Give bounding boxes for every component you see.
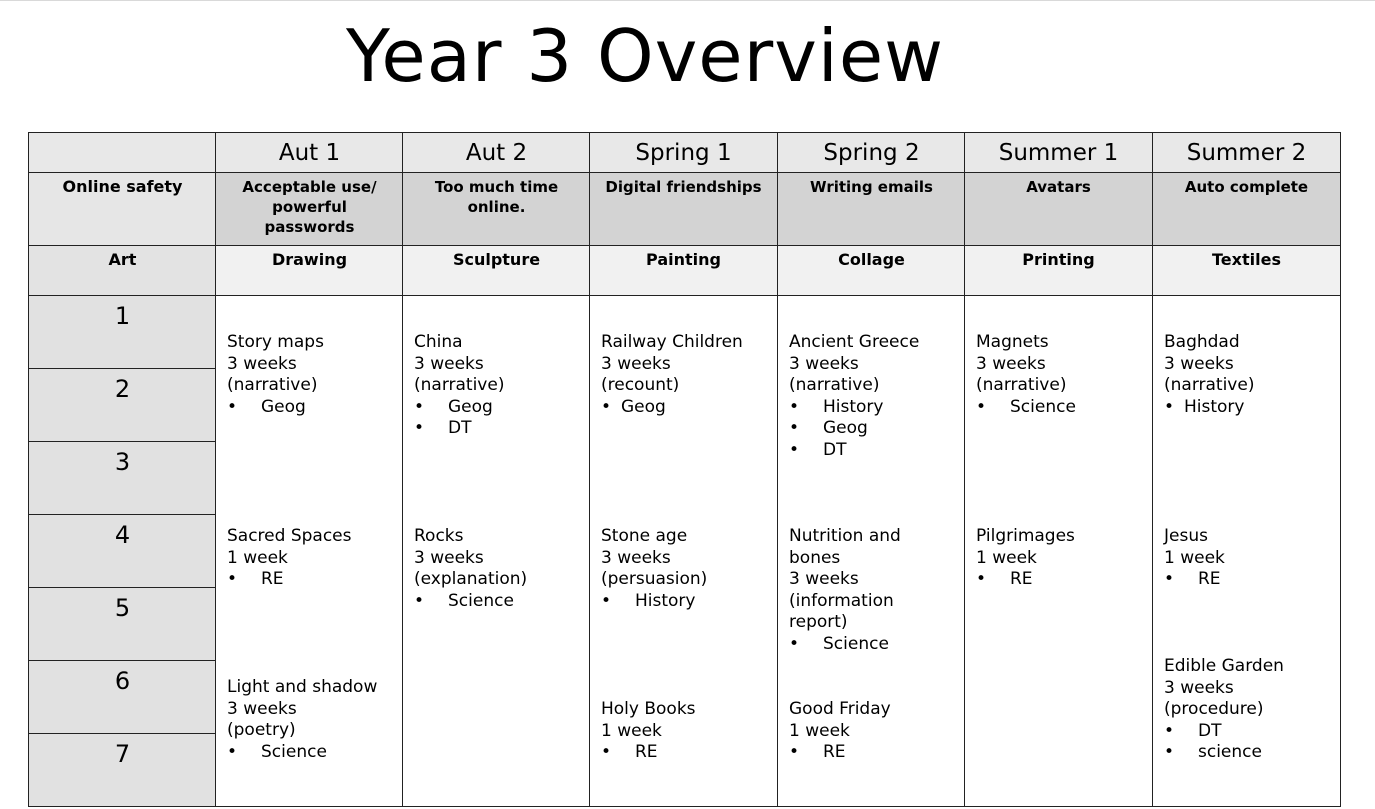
unit-detail: 3 weeks (976, 353, 1046, 374)
unit-title: Light and shadow (227, 677, 378, 697)
online-safety-topic: Too much time online. (402, 172, 591, 246)
term-column (402, 295, 591, 807)
unit-title: Sacred Spaces (227, 526, 352, 546)
subject-bullet: • Geog (789, 418, 959, 440)
unit-detail: 3 weeks (414, 353, 484, 374)
top-border (0, 0, 1375, 1)
unit-detail: bones (789, 547, 841, 568)
unit-detail: 1 week (227, 547, 288, 568)
unit-detail: 3 weeks (227, 698, 297, 719)
unit-detail: (poetry) (227, 720, 296, 740)
unit-block (976, 332, 1146, 418)
unit-block (601, 699, 771, 764)
unit-block (414, 332, 584, 440)
unit-block (227, 526, 397, 591)
unit-title: Pilgrimages (976, 526, 1075, 546)
corner-cell (28, 132, 217, 173)
row-label-art: Art (28, 245, 217, 296)
week-number: 6 (28, 660, 217, 734)
unit-block (601, 332, 771, 418)
subject-bullet: • Geog (601, 397, 771, 419)
subject-bullet: • RE (1164, 569, 1334, 591)
unit-title: Nutrition and (789, 526, 901, 546)
week-number: 4 (28, 514, 217, 588)
unit-block (601, 526, 771, 612)
row-label-online-safety: Online safety (28, 172, 217, 246)
unit-detail: (information (789, 590, 894, 611)
unit-detail: 1 week (789, 720, 850, 741)
unit-title: Railway Children (601, 332, 743, 352)
subject-bullet: • Science (789, 634, 959, 656)
art-topic: Printing (964, 245, 1153, 296)
unit-detail: 3 weeks (601, 353, 671, 374)
unit-detail: 3 weeks (1164, 353, 1234, 374)
unit-block (1164, 332, 1334, 418)
term-column (215, 295, 404, 807)
subject-bullet: • RE (601, 742, 771, 764)
unit-block (789, 332, 959, 461)
unit-detail: 3 weeks (227, 353, 297, 374)
subject-bullet: • science (1164, 742, 1334, 764)
art-topic: Collage (777, 245, 966, 296)
subject-bullet: • Science (227, 742, 397, 764)
subject-bullet: • RE (227, 569, 397, 591)
term-column (589, 295, 778, 807)
unit-title: Edible Garden (1164, 656, 1284, 676)
unit-detail: (persuasion) (601, 569, 708, 589)
week-number: 1 (28, 295, 217, 369)
unit-detail: (narrative) (976, 375, 1067, 395)
online-safety-topic: Writing emails (777, 172, 966, 246)
art-topic: Sculpture (402, 245, 591, 296)
subject-bullet: • DT (1164, 721, 1334, 743)
subject-bullet: • RE (976, 569, 1146, 591)
unit-title: Magnets (976, 332, 1049, 352)
unit-detail: 3 weeks (601, 547, 671, 568)
term-header: Aut 1 (215, 132, 404, 173)
week-number: 2 (28, 368, 217, 442)
subject-bullet: • History (789, 397, 959, 419)
unit-block (227, 332, 397, 418)
unit-detail: 3 weeks (414, 547, 484, 568)
unit-detail: 1 week (1164, 547, 1225, 568)
subject-bullet: • DT (414, 418, 584, 440)
unit-title: Rocks (414, 526, 464, 546)
term-header: Aut 2 (402, 132, 591, 173)
unit-title: China (414, 332, 463, 352)
unit-title: Jesus (1164, 526, 1208, 546)
unit-detail: (explanation) (414, 569, 528, 589)
unit-detail: (narrative) (789, 375, 880, 395)
term-column (777, 295, 966, 807)
unit-title: Stone age (601, 526, 688, 546)
subject-bullet: • DT (789, 440, 959, 462)
term-header: Spring 1 (589, 132, 778, 173)
subject-bullet: • Geog (227, 397, 397, 419)
unit-block (1164, 526, 1334, 591)
unit-title: Baghdad (1164, 332, 1240, 352)
subject-bullet: • Science (414, 591, 584, 613)
unit-detail: (narrative) (227, 375, 318, 395)
page-title: Year 3 Overview (346, 14, 944, 98)
online-safety-topic: Acceptable use/ powerful passwords (215, 172, 404, 246)
unit-detail: (procedure) (1164, 699, 1264, 719)
online-safety-topic: Digital friendships (589, 172, 778, 246)
term-header: Summer 2 (1152, 132, 1341, 173)
unit-detail: 3 weeks (789, 353, 859, 374)
term-header: Summer 1 (964, 132, 1153, 173)
art-topic: Drawing (215, 245, 404, 296)
art-topic: Painting (589, 245, 778, 296)
unit-block (789, 526, 959, 655)
unit-title: Story maps (227, 332, 324, 352)
unit-block (789, 699, 959, 764)
week-number: 7 (28, 733, 217, 807)
term-column (964, 295, 1153, 807)
subject-bullet: • History (1164, 397, 1334, 419)
unit-block (976, 526, 1146, 591)
unit-detail: 3 weeks (1164, 677, 1234, 698)
term-header: Spring 2 (777, 132, 966, 173)
unit-block (1164, 656, 1334, 764)
subject-bullet: • History (601, 591, 771, 613)
unit-title: Ancient Greece (789, 332, 920, 352)
unit-detail: 3 weeks (789, 569, 859, 589)
unit-detail: (recount) (601, 375, 680, 395)
subject-bullet: • RE (789, 742, 959, 764)
week-number: 3 (28, 441, 217, 515)
term-column (1152, 295, 1341, 807)
unit-detail: 1 week (601, 720, 662, 741)
unit-detail: (narrative) (414, 375, 505, 395)
art-topic: Textiles (1152, 245, 1341, 296)
unit-block (227, 677, 397, 763)
online-safety-topic: Avatars (964, 172, 1153, 246)
online-safety-topic: Auto complete (1152, 172, 1341, 246)
unit-block (414, 526, 584, 612)
subject-bullet: • Geog (414, 397, 584, 419)
unit-title: Holy Books (601, 699, 696, 719)
unit-detail: (narrative) (1164, 375, 1255, 395)
week-number: 5 (28, 587, 217, 661)
unit-title: Good Friday (789, 699, 891, 719)
subject-bullet: • Science (976, 397, 1146, 419)
unit-detail: report) (789, 612, 848, 632)
unit-detail: 1 week (976, 547, 1037, 568)
